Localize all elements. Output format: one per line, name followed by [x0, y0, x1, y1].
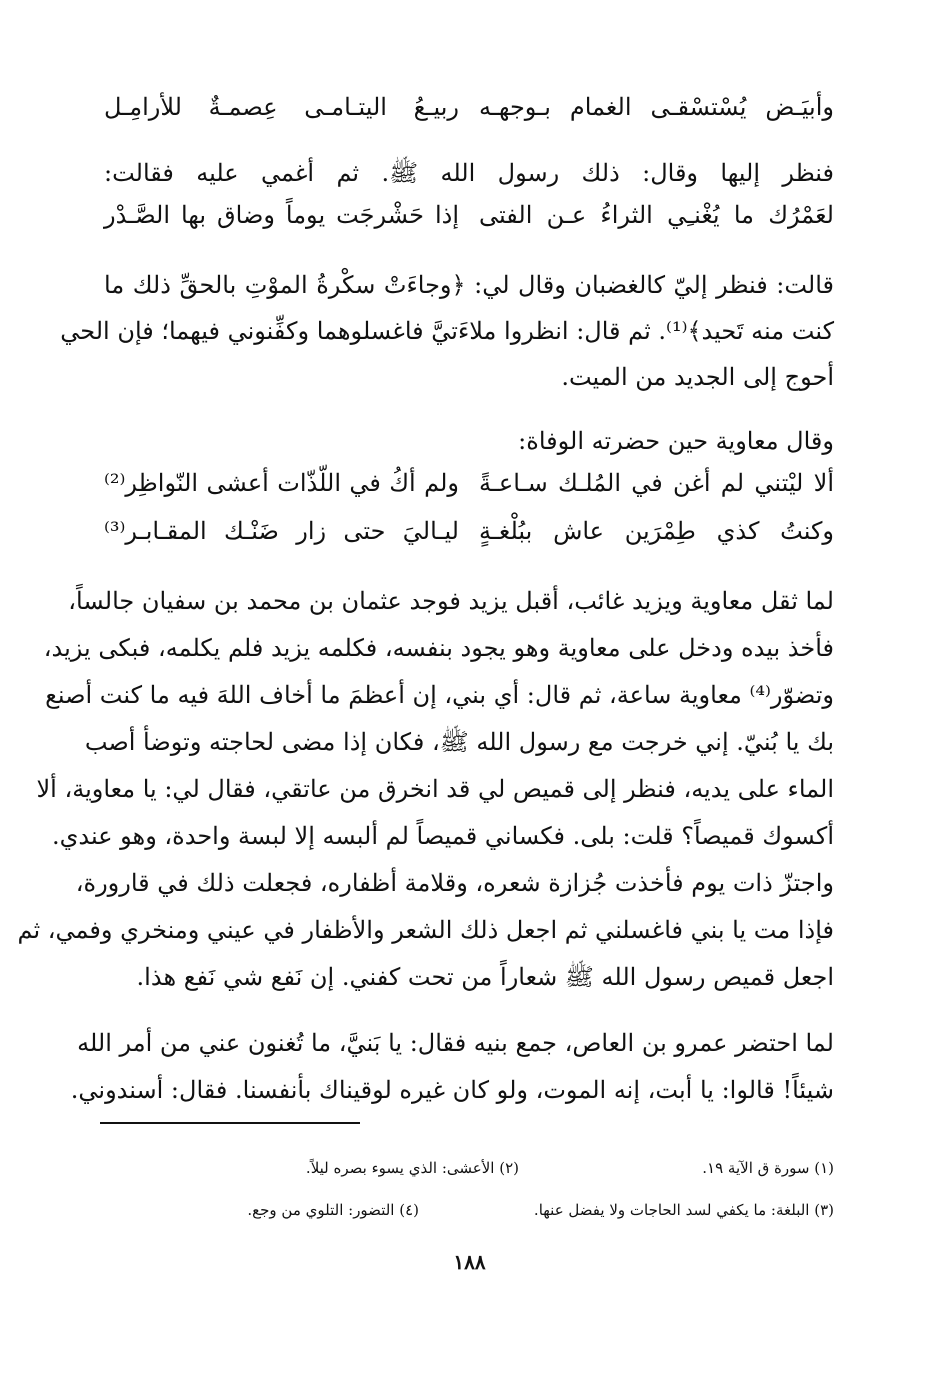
footnote-3: (٣) البلغة: ما يكفي لسد الحاجات ولا يفضل عنها. [533, 1201, 834, 1219]
body-line: أكسوك قميصاً؟ قلت: بلى. فكساني قميصاً لم ألبسه إلا لبسة واحدة، وهو عندي. [51, 822, 834, 850]
footnote-separator [100, 1122, 360, 1124]
body-line: فإذا مت يا بني فاغسلني ثم اجعل ذلك الشعر والأظفار في عيني ومنخري وفمي، ثم [17, 916, 834, 944]
verse-first-hemistich: لعَمْرُك ما يُغْنـِي الثراءُ عـن الفتى [479, 201, 834, 229]
poem-verse [104, 468, 834, 502]
body-line: أحوج إلى الجديد من الميت. [561, 363, 834, 391]
footnote-2: (٢) الأعشى: الذي يسوء بصره ليلاً. [305, 1159, 519, 1177]
body-line: وقال معاوية حين حضرته الوفاة: [518, 427, 834, 455]
body-line: اجعل قميص رسول الله ﷺ شعاراً من تحت كفني. إن نَفع شي نَفع هذا. [136, 963, 834, 991]
body-line: قالت: فنظر إليّ كالغضبان وقال لي: ﴿وجاءَتْ سكْرةُ الموْتِ بالحقِّ ذلك ما [104, 271, 834, 299]
verse-second-hemistich: ليـاليَ حتى زار ضَنْـك المقـابـر⁽³⁾ [104, 517, 459, 545]
body-line: كنت منه تَحيد﴾⁽¹⁾. ثم قال: انظروا ملاءَتيَّ فاغسلوهما وكفِّنوني فيهما؛ فإن الحي [60, 317, 834, 345]
body-line: لما احتضر عمرو بن العاص، جمع بنيه فقال: يا بَنيَّ، ما تُغنون عني من أمر الله [77, 1029, 834, 1057]
body-line: الماء على يديه، فنظر إلى قميص لي قد انخرق من عاتقي، فقال لي: يا معاوية، ألا [36, 775, 834, 803]
body-line: لما ثقل معاوية ويزيد غائب، أقبل يزيد فوجد عثمان بن محمد بن سفيان جالساً، [68, 587, 834, 615]
verse-first-hemistich: وكنتُ كذي طِمْرَين عاش ببُلْغـةٍ [479, 517, 834, 545]
body-line: وتضوّر⁽⁴⁾ معاوية ساعة، ثم قال: أي بني، إن أعظمَ ما أخاف اللهَ فيه ما كنت أصنع [45, 681, 834, 709]
body-line: واجتزّ ذات يوم فأخذت جُزازة شعره، وقلامة أظفاره، فجعلت ذلك في قارورة، [75, 869, 834, 897]
verse-second-hemistich: ولم أكُ في اللّذّات أعشى النّواظِر⁽²⁾ [104, 469, 459, 497]
body-line: بك يا بُنيّ. إني خرجت مع رسول الله ﷺ، فكان إذا مضى لحاجته وتوضأ أصب [84, 728, 834, 756]
verse-second-hemistich: إذا حَشْرجَت يوماً وضاق بها الصَّـدْر [104, 201, 459, 229]
page-number: ١٨٨ [453, 1250, 486, 1274]
verse-second-hemistich: ربيـعُ اليتـامـى عِصمـةٌ للأرامِـل [104, 93, 459, 121]
poem-verse [104, 200, 834, 234]
verse-first-hemistich: وأبيَـض يُسْتسْقـى الغمام بـوجهـه [479, 93, 834, 121]
body-line: فأخذ بيده ودخل على معاوية وهو يجود بنفسه، فكلمه يزيد فلم يكلمه، فبكى يزيد، [43, 634, 834, 662]
body-line: شيئاً! قالوا: يا أبت، إنه الموت، ولو كان غيره لوقيناك بأنفسنا. فقال: أسندوني. [70, 1076, 834, 1104]
poem-verse [104, 92, 834, 126]
poem-verse [104, 516, 834, 550]
footnote-1: (١) سورة ق الآية ١٩. [702, 1159, 834, 1177]
verse-first-hemistich: ألا ليْتني لم أغن في المُلـك سـاعـةً [479, 469, 834, 497]
body-line: فنظر إليها وقال: ذلك رسول الله ﷺ. ثم أغمي عليه فقالت: [104, 159, 834, 187]
footnote-4: (٤) التضور: التلوي من وجع. [247, 1201, 419, 1219]
